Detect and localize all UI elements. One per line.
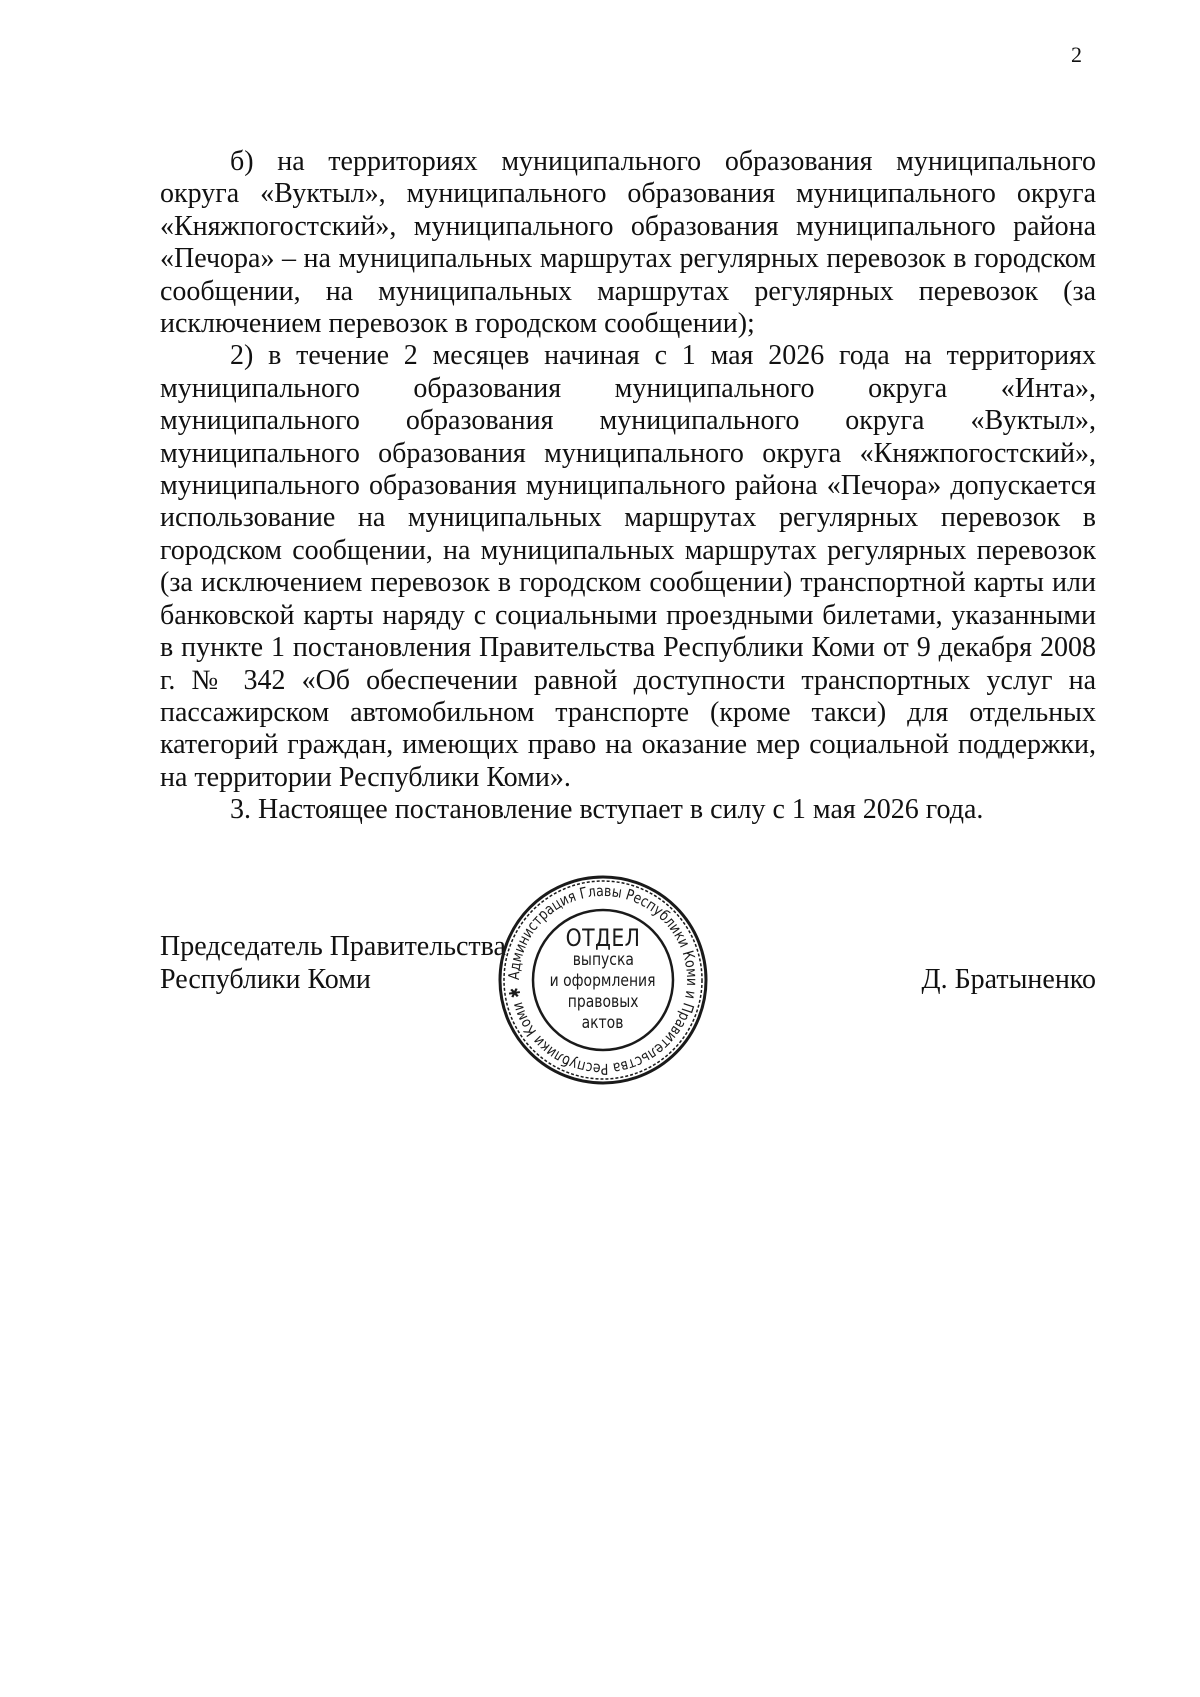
signatory-name: Д. Братыненко: [921, 964, 1096, 995]
stamp-line-3: правовых: [567, 992, 639, 1012]
paragraph-b: б) на территориях муниципального образования муниципального округа «Вуктыл», муниципального образования муниципального округа «Княжпогостский», муниципального образования муниципального района «Печора» – на муниципальных маршрутах регулярных перевозок в городском сообщении, на муниципальных маршрутах регулярных перевозок (за исключением перевозок в городском сообщении);: [160, 146, 1096, 340]
signatory-position-line-2: Республики Коми: [160, 964, 371, 995]
stamp-ring-text: Администрация Главы Республики Коми и Правительства Республики Коми ✱: [504, 881, 702, 1079]
signature-block: [160, 881, 1096, 1130]
document-body: [160, 146, 1096, 827]
signatory-position-line-1: Председатель Правительства: [160, 931, 506, 962]
page-number: 2: [1071, 42, 1082, 67]
stamp-line-4: актов: [582, 1013, 624, 1033]
paragraph-2: 2) в течение 2 месяцев начиная с 1 мая 2026 года на территориях муниципального образования муниципального округа «Инта», муниципального образования муниципального округа «Вуктыл», муниципального образования муниципального округа «Княжпогостский», муниципального образования муниципального района «Печора» допускается использование на муниципальных маршрутах регулярных перевозок в городском сообщении, на муниципальных маршрутах регулярных перевозок (за исключением перевозок в городском сообщении) транспортной карты или банковской карты наряду с социальными проездными билетами, указанными в пункте 1 постановления Правительства Республики Коми от 9 декабря 2008 г. № 342 «Об обеспечении равной доступности транспортных услуг на пассажирском автомобильном транспорте (кроме такси) для отдельных категорий граждан, имеющих право на оказание мер социальной поддержки, на территории Республики Коми».: [160, 340, 1096, 793]
stamp-line-1: выпуска: [572, 950, 634, 970]
paragraph-3: 3. Настоящее постановление вступает в силу с 1 мая 2026 года.: [230, 794, 984, 826]
stamp-line-2: и оформления: [550, 971, 656, 991]
official-stamp: [493, 870, 713, 1090]
signatory-position: [160, 930, 506, 996]
stamp-center-text: [543, 924, 663, 1036]
stamp-title: ОТДЕЛ: [565, 924, 641, 952]
